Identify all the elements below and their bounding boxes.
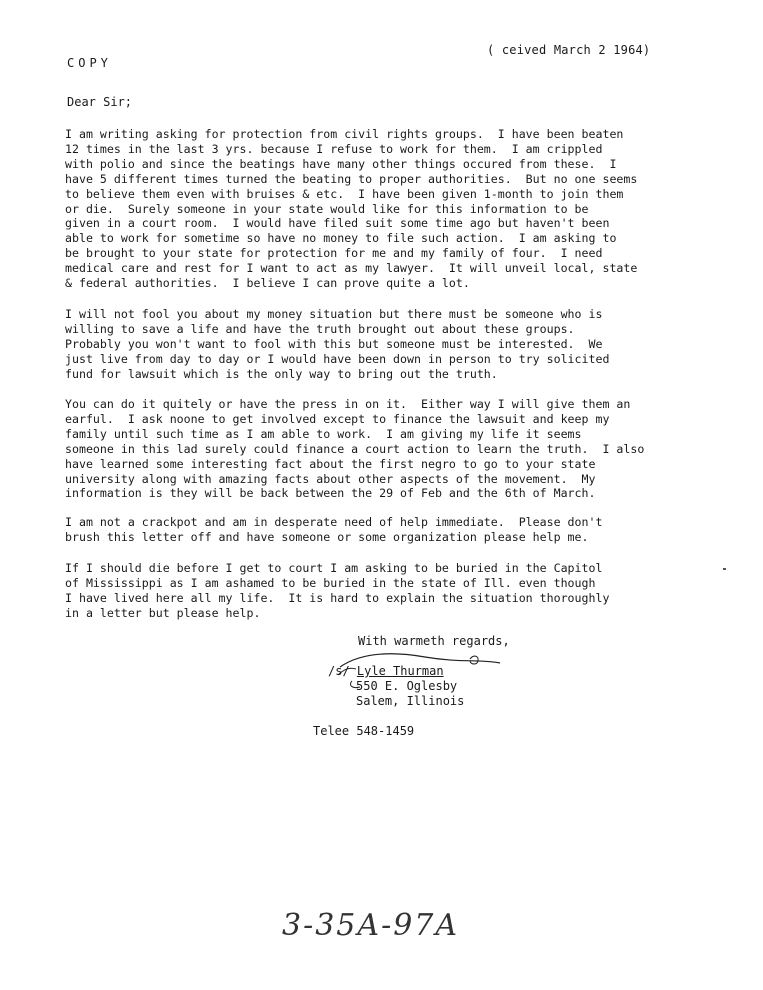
- salutation: Dear Sir;: [67, 95, 133, 109]
- letter-paragraph-4: I am not a crackpot and am in desperate need of help immediate. Please don't brush this letter off and have someone or some organization please help me.: [65, 515, 603, 544]
- received-stamp: ( ceived March 2 1964): [487, 43, 651, 57]
- address-line-1: 550 E. Oglesby: [356, 679, 458, 693]
- signature-line: [328, 664, 444, 678]
- signature-prefix: /s/: [328, 664, 357, 678]
- letter-paragraph-1: I am writing asking for protection from civil rights groups. I have been beaten 12 times in the last 3 yrs. because I refuse to work for them. I am crippled with polio and since the beatings have many other things occured from these. I have 5 different times turned the beating to proper authorities. But no one seems to believe them even with bruises & etc. I have been given 1-month to join them or die. Surely someone in your state would like for this information to be given in a court room. I would have filed suit some time ago but haven't been able to work for sometime so have no money to file such action. I am asking to be brought to your state for protection for me and my family of four. I need medical care and rest for I want to act as my lawyer. It will unveil local, state & federal authorities. I believe I can prove quite a lot.: [65, 127, 638, 291]
- closing: With warmeth regards,: [358, 634, 510, 648]
- signature-name: Lyle Thurman: [356, 664, 444, 678]
- copy-mark: COPY: [67, 56, 112, 70]
- address-line-2: Salem, Illinois: [356, 694, 465, 708]
- handwritten-file-number: 3-35A-97A: [282, 908, 460, 943]
- letter-paragraph-3: You can do it quitely or have the press in on it. Either way I will give them an earful. I ask noone to get involved except to finance the lawsuit and keep my family until such time as I am able to work. I am giving my life it seems someone in this lad surely could finance a court action to learn the truth. I also have learned some interesting fact about the first negro to go to your state university along with amazing facts about other aspects of the movement. My information is they will be back between the 29 of Feb and the 6th of March.: [65, 397, 645, 501]
- letter-paragraph-2: I will not fool you about my money situation but there must be someone who is willing to save a life and have the truth brought out about these groups. Probably you won't want to fool with this but someone must be interested. We just live from day to day or I would have been down in person to try solicited fund for lawsuit which is the only way to bring out the truth.: [65, 307, 610, 381]
- phone-number: Telee 548-1459: [313, 724, 415, 738]
- letter-paragraph-5: If I should die before I get to court I am asking to be buried in the Capitol of Mississippi as I am ashamed to be buried in the state of Ill. even though I have lived here all my life. It is hard to explain the situation thoroughly in a letter but please help.: [65, 561, 610, 620]
- margin-mark: [723, 568, 726, 570]
